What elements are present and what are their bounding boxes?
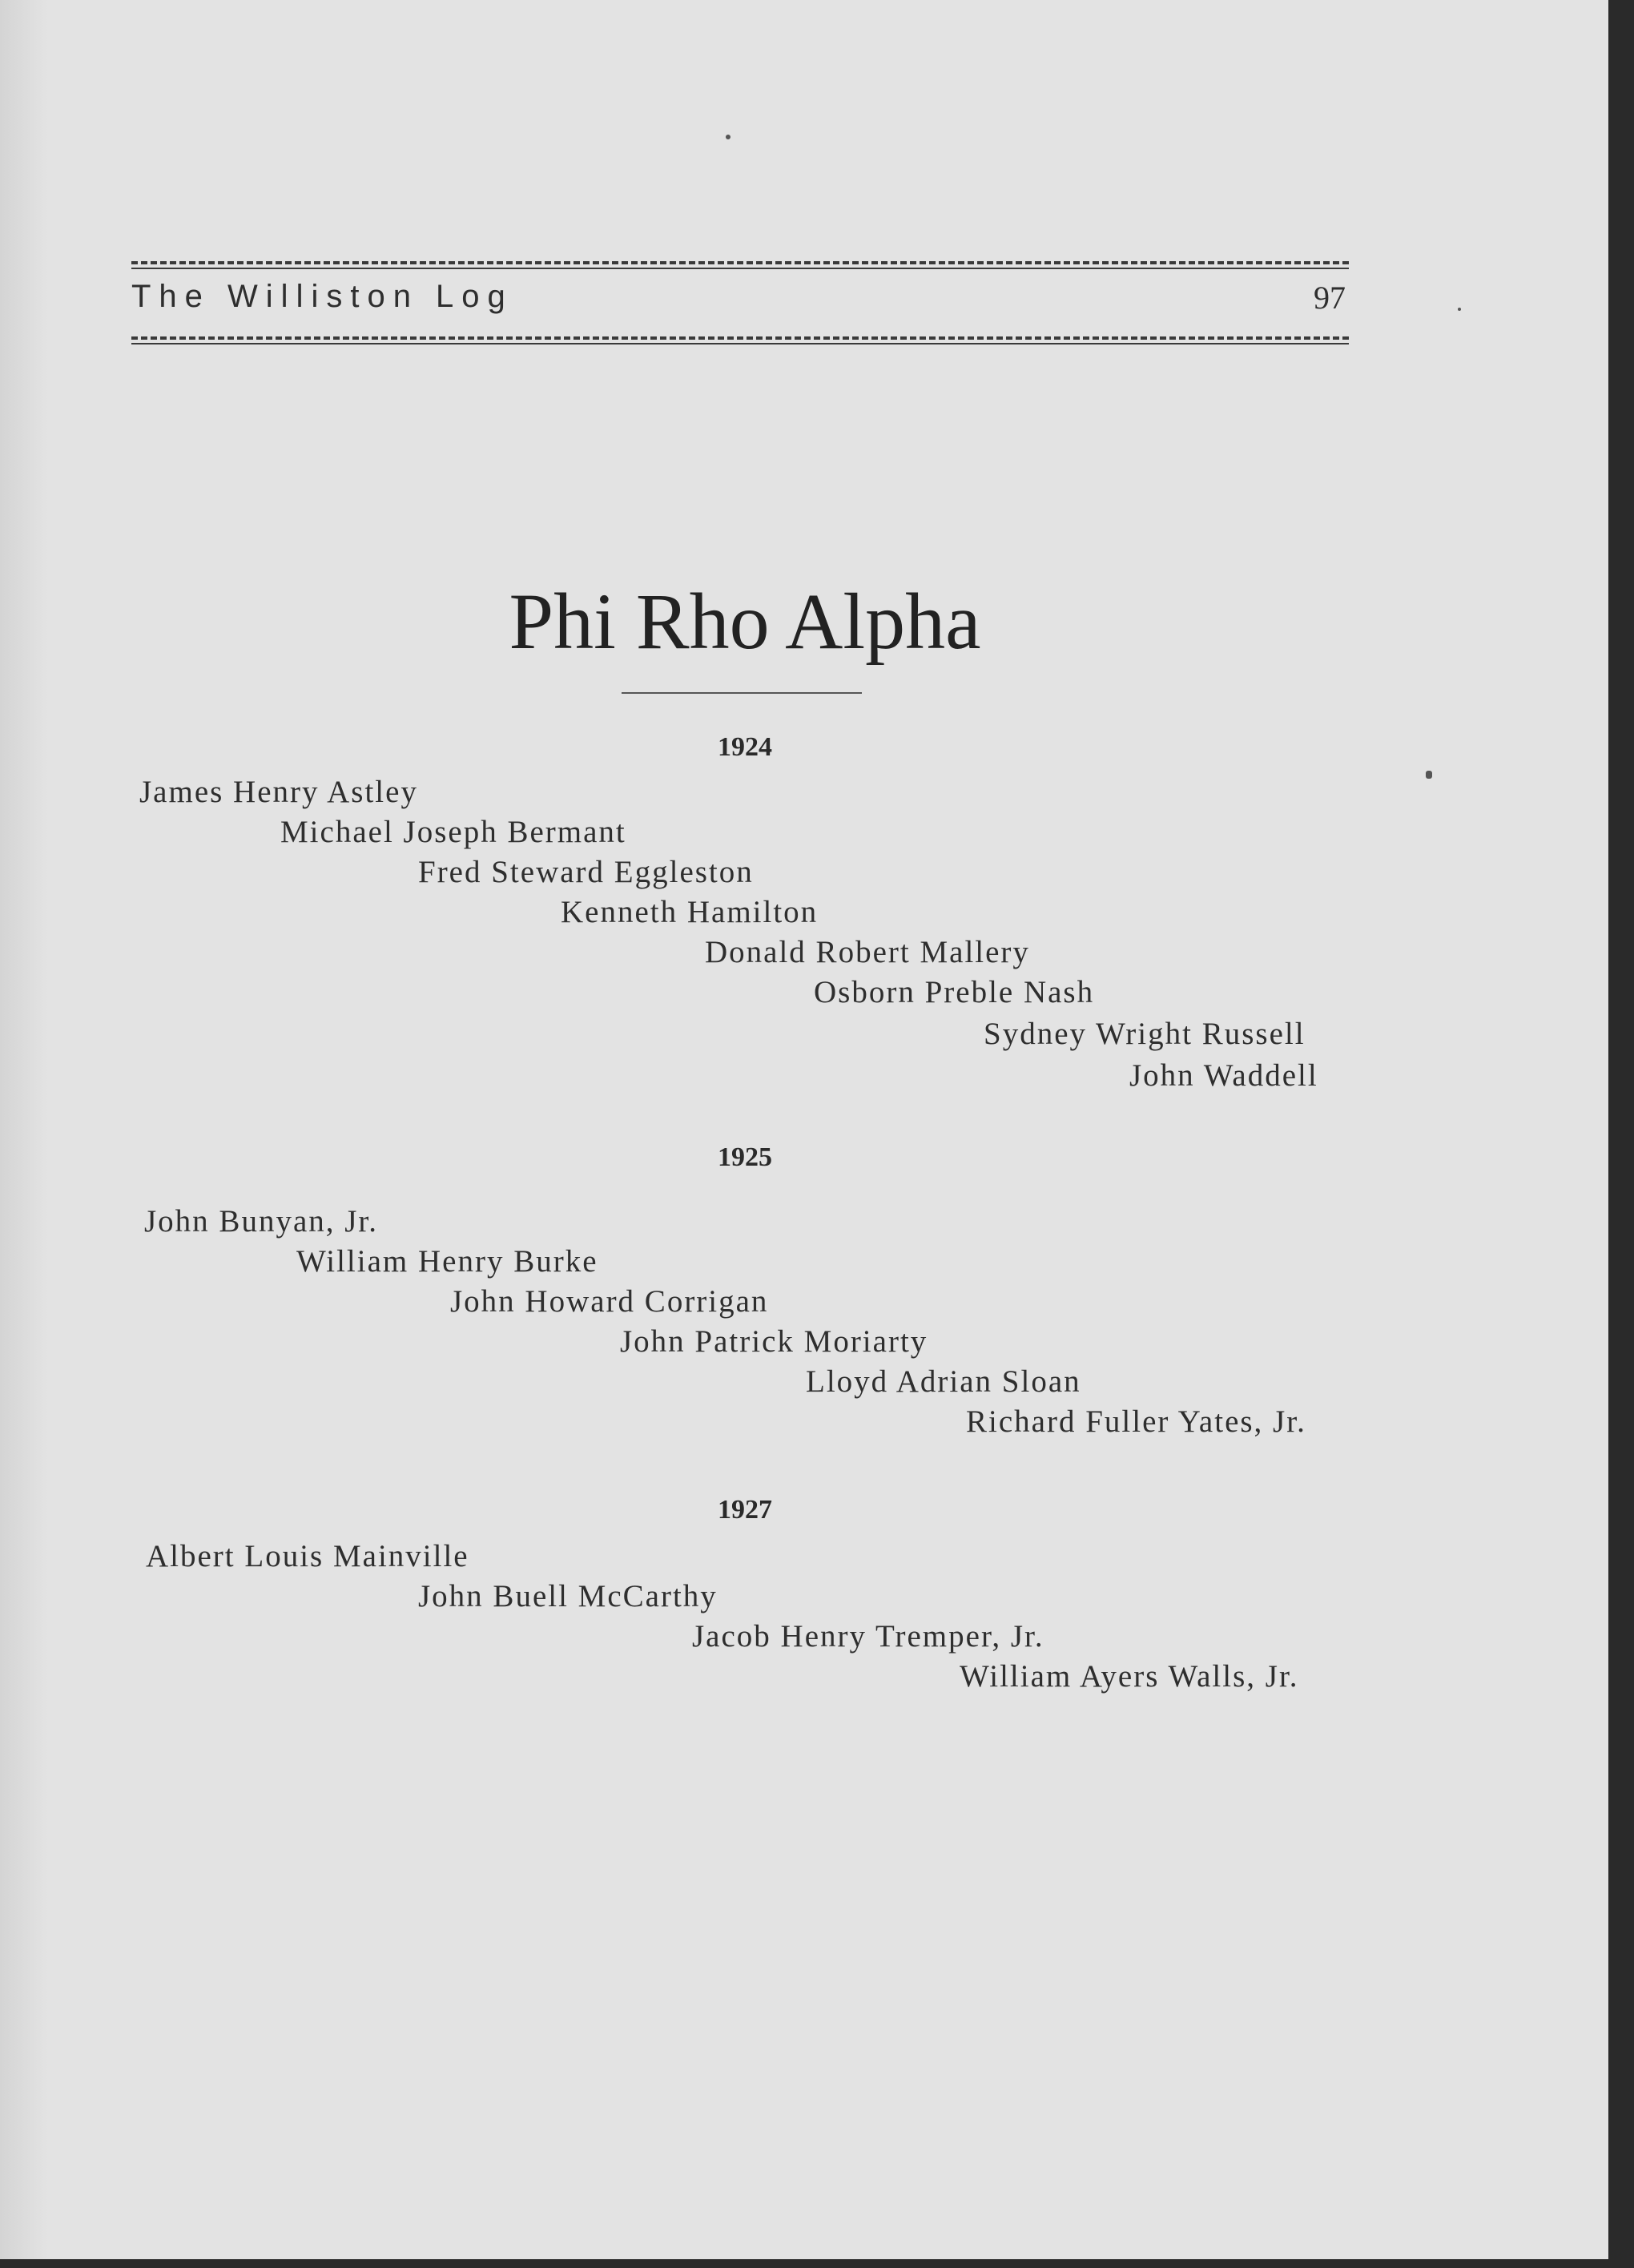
member-name: John Howard Corrigan xyxy=(450,1284,769,1319)
member-name: Donald Robert Mallery xyxy=(705,935,1030,969)
member-name: Michael Joseph Bermant xyxy=(280,815,626,849)
member-name: Sydney Wright Russell xyxy=(984,1017,1306,1051)
member-name: Jacob Henry Tremper, Jr. xyxy=(692,1619,1044,1654)
year-heading-1927: 1927 xyxy=(718,1495,772,1525)
header-top-rule-line xyxy=(131,268,1349,269)
member-name: John Bunyan, Jr. xyxy=(144,1204,379,1239)
member-name: Osborn Preble Nash xyxy=(814,975,1095,1009)
year-heading-1924: 1924 xyxy=(718,732,772,762)
year-heading-1925: 1925 xyxy=(718,1142,772,1172)
member-name: Albert Louis Mainville xyxy=(146,1539,469,1573)
page-number: 97 xyxy=(1314,280,1346,316)
page-title: Phi Rho Alpha xyxy=(509,577,981,666)
member-name: Kenneth Hamilton xyxy=(561,895,819,929)
member-name: Lloyd Adrian Sloan xyxy=(806,1364,1081,1399)
title-underline xyxy=(622,692,862,694)
member-name: John Patrick Moriarty xyxy=(620,1324,928,1359)
page-gutter-shade xyxy=(0,0,48,2259)
header-bottom-rule xyxy=(131,336,1349,340)
header-top-rule xyxy=(131,261,1349,264)
header-bottom-rule-line xyxy=(131,343,1349,344)
scan-speck xyxy=(726,135,730,139)
scan-speck xyxy=(1426,771,1432,779)
scan-speck xyxy=(1458,308,1461,311)
member-name: William Henry Burke xyxy=(296,1244,598,1279)
member-name: John Waddell xyxy=(1129,1058,1318,1093)
member-name: Richard Fuller Yates, Jr. xyxy=(966,1404,1306,1439)
member-name: Fred Steward Eggleston xyxy=(418,855,754,889)
member-name: John Buell McCarthy xyxy=(418,1579,718,1613)
member-name: William Ayers Walls, Jr. xyxy=(960,1659,1299,1694)
running-title: The Williston Log xyxy=(131,279,513,314)
member-name: James Henry Astley xyxy=(139,775,418,809)
